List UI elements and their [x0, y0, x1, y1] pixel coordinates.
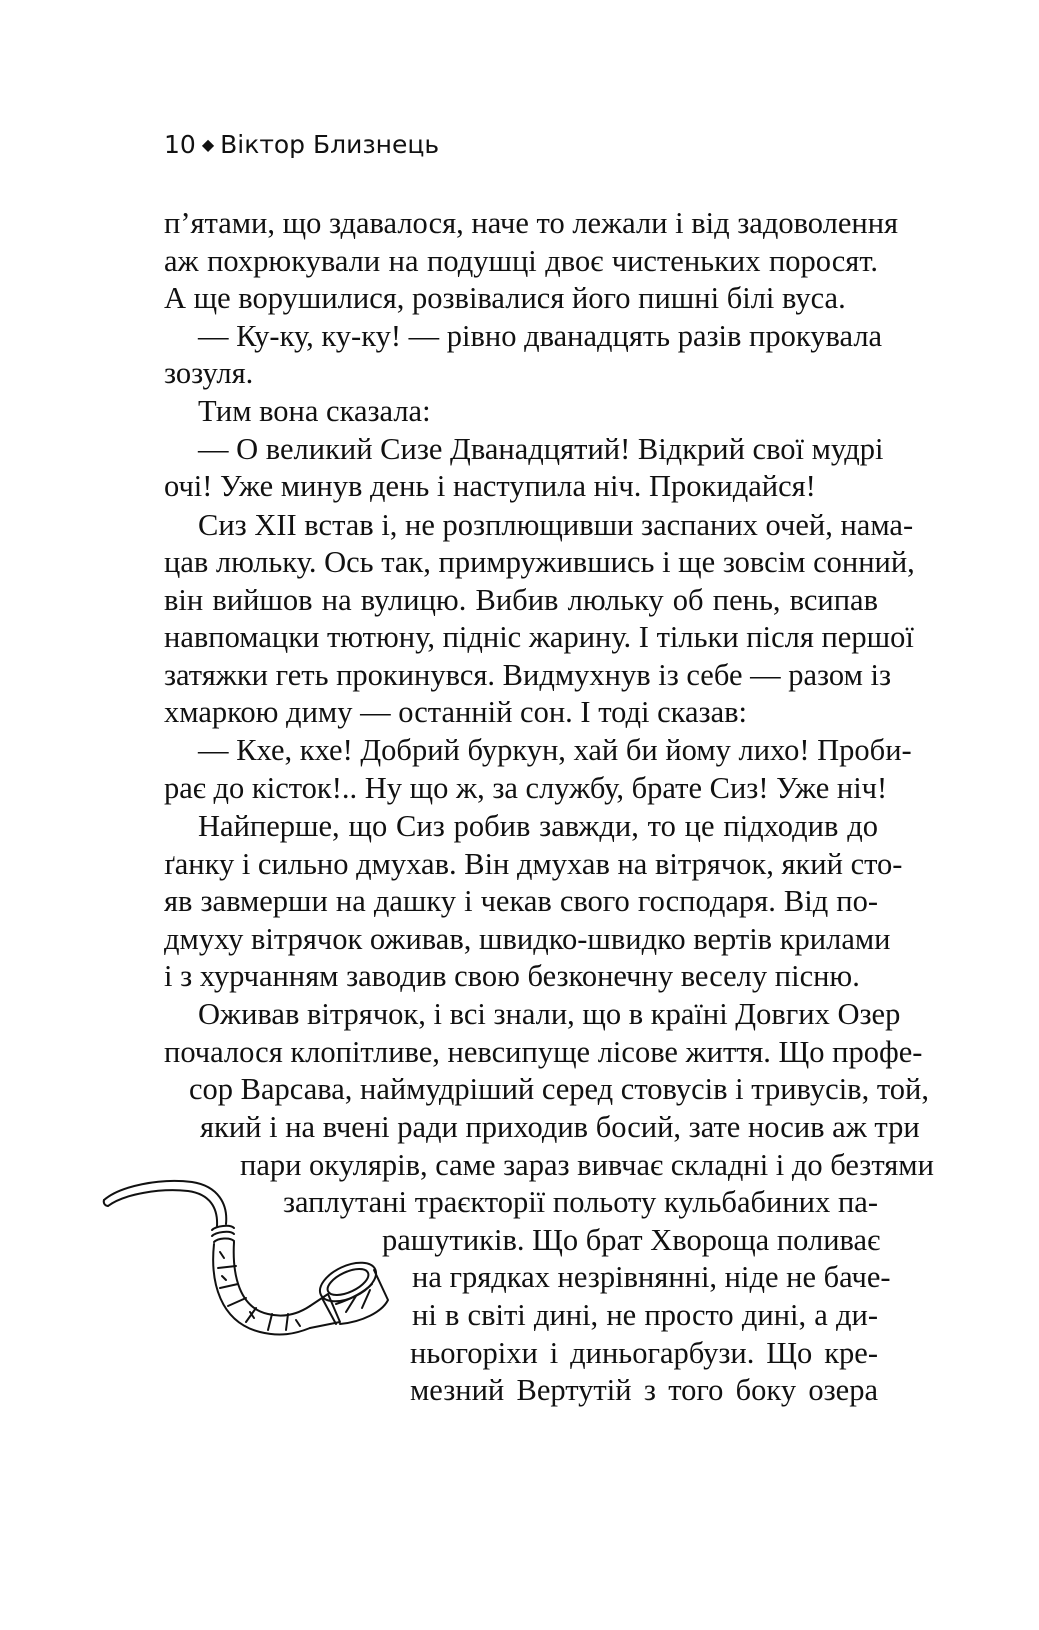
- text-line: яв завмерши на дашку і чекав свого господаря. Від по-: [164, 884, 878, 918]
- text-line: Найперше, що Сиз робив завжди, то це підходив до: [198, 809, 878, 843]
- text-line: на грядках незрівнянні, ніде не баче-: [412, 1260, 891, 1294]
- text-line: Оживав вітрячок, і всі знали, що в країні Довгих Озер: [198, 997, 901, 1031]
- diamond-separator-icon: ◆: [201, 135, 215, 154]
- text-line: ньогоріхи і диньогарбузи. Що кре-: [410, 1336, 878, 1370]
- text-line: ні в світі дині, не просто дині, а ди-: [412, 1298, 878, 1332]
- pipe-horn-illustration-icon: [100, 1172, 410, 1382]
- text-line: пари окулярів, саме зараз вивчає складні і до безтями: [240, 1148, 934, 1182]
- page-number: 10: [164, 130, 196, 159]
- text-line: він вийшов на вулицю. Вибив люльку об пень, всипав: [164, 583, 878, 617]
- text-line: зозуля.: [164, 356, 254, 390]
- text-line: мезний Вертутій з того боку озера: [410, 1373, 878, 1407]
- text-line: почалося клопітливе, невсипуще лісове життя. Що профе-: [164, 1035, 923, 1069]
- text-line: п’ятами, що здавалося, наче то лежали і від задоволення: [164, 206, 899, 240]
- text-line: — О великий Сизе Дванадцятий! Відкрий свої мудрі: [198, 432, 884, 466]
- text-line: який і на вчені ради приходив босий, зате носив аж три: [200, 1110, 920, 1144]
- text-line: заплутані траєкторії польоту кульбабиних па-: [283, 1185, 878, 1219]
- text-line: цав люльку. Ось так, примружившись і ще зовсім сонний,: [164, 545, 915, 579]
- text-line: хмаркою диму — останній сон. І тоді сказав:: [164, 695, 747, 729]
- text-line: дмуху вітрячок оживав, швидко-швидко вертів крилами: [164, 922, 891, 956]
- text-line: очі! Уже минув день і наступила ніч. Прокидайся!: [164, 469, 816, 503]
- text-line: аж похрюкували на подушці двоє чистеньких поросят.: [164, 244, 878, 278]
- text-line: — Кхе, кхе! Добрий буркун, хай би йому лихо! Проби-: [198, 733, 912, 767]
- text-line: Тим вона сказала:: [198, 394, 431, 428]
- text-line: Сиз XII встав і, не розплющивши заспаних очей, нама-: [198, 508, 914, 542]
- text-line: рає до кісток!.. Ну що ж, за службу, брате Сиз! Уже ніч!: [164, 771, 888, 805]
- text-line: ґанку і сильно дмухав. Він дмухав на вітрячок, який сто-: [164, 847, 903, 881]
- text-line: і з хурчанням заводив свою безконечну веселу пісню.: [164, 959, 860, 993]
- author-name: Віктор Близнець: [220, 130, 440, 159]
- text-line: рашутиків. Що брат Хвороща поливає: [382, 1223, 881, 1257]
- text-line: навпомацки тютюну, підніс жарину. І тільки після першої: [164, 620, 914, 654]
- running-header: [164, 130, 439, 159]
- text-line: — Ку-ку, ку-ку! — рівно дванадцять разів прокувала: [198, 319, 883, 353]
- text-line: сор Варсава, наймудріший серед стовусів і тривусів, той,: [189, 1072, 929, 1106]
- text-line: А ще ворушилися, розвівалися його пишні білі вуса.: [164, 281, 846, 315]
- text-line: затяжки геть прокинувся. Видмухнув із себе — разом із: [164, 658, 892, 692]
